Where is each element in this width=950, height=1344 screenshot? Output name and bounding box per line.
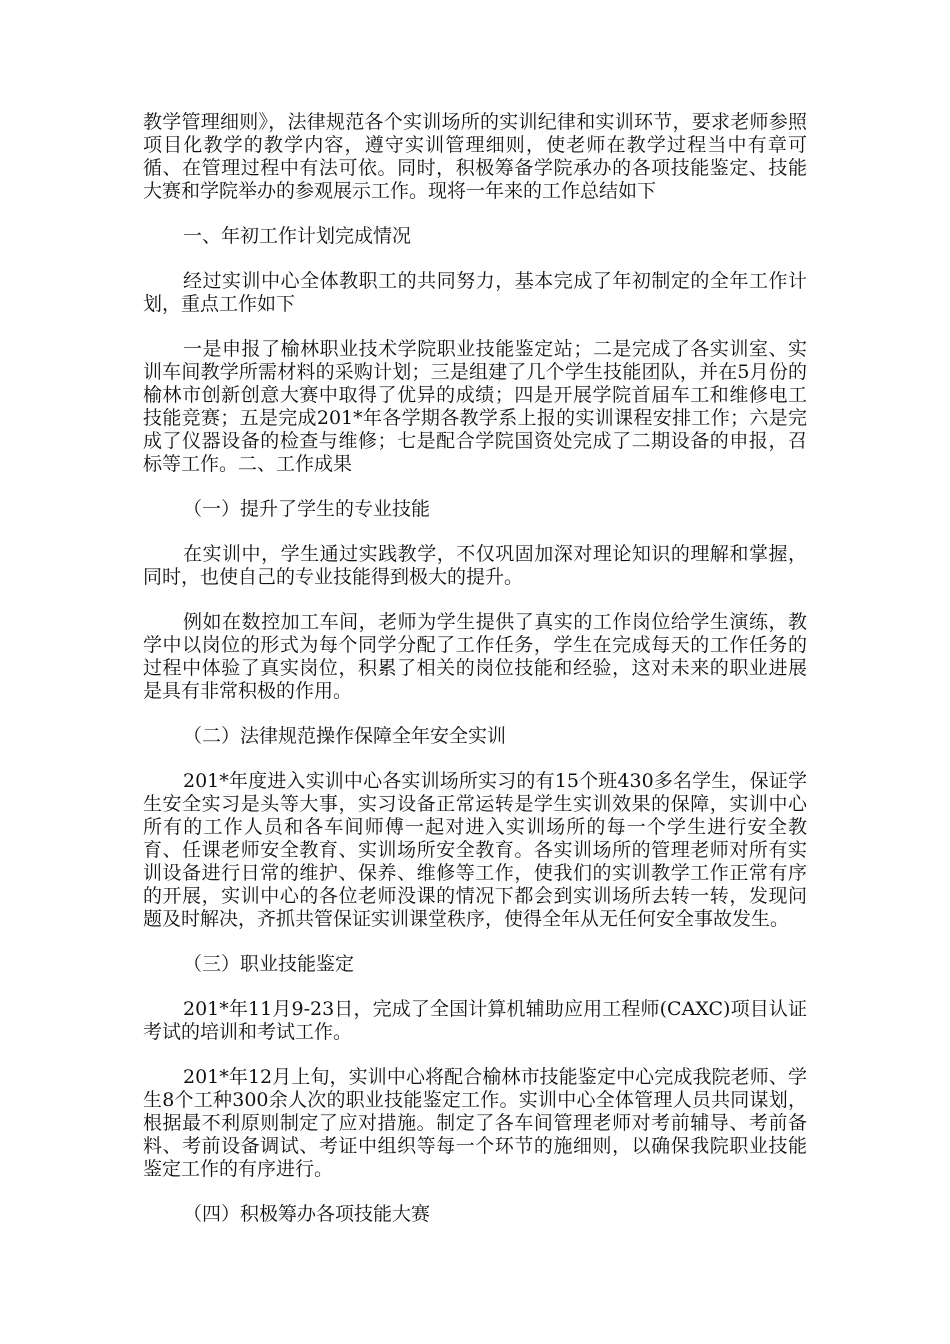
paragraph-caxc: 201*年11月9-23日，完成了全国计算机辅助应用工程师(CAXC)项目认证考试的培训和考试工作。 bbox=[143, 998, 807, 1043]
paragraph-plan-summary: 经过实训中心全体教职工的共同努力，基本完成了年初制定的全年工作计划，重点工作如下 bbox=[143, 270, 807, 315]
section-heading-1: 一、年初工作计划完成情况 bbox=[183, 225, 412, 247]
paragraph-cnc-example: 例如在数控加工车间，老师为学生提供了真实的工作岗位给学生演练，教学中以岗位的形式为每个同学分配了工作任务，学生在完成每天的工作任务的过程中体验了真实岗位，积累了相关的岗位技能和经验，这对未来的职业进展是具有非常积极的作用。 bbox=[143, 611, 807, 702]
section-heading-4: （三）职业技能鉴定 bbox=[183, 953, 355, 975]
paragraph-skills: 在实训中，学生通过实践教学，不仅巩固加深对理论知识的理解和掌握，同时，也使自己的专业技能得到极大的提升。 bbox=[143, 543, 807, 588]
section-heading-2: （一）提升了学生的专业技能 bbox=[183, 498, 431, 520]
document-page bbox=[143, 111, 807, 1248]
section-heading-5: （四）积极筹办各项技能大赛 bbox=[183, 1203, 431, 1225]
paragraph-safety: 201*年度进入实训中心各实训场所实习的有15个班430多名学生，保证学生安全实习是头等大事，实习设备正常运转是学生实训效果的保障，实训中心所有的工作人员和各车间师傅一起对进入实训场所的每一个学生进行安全教育、任课老师安全教育、实训场所安全教育。各实训场所的管理老师对所有实训设备进行日常的维护、保养、维修等工作，使我们的实训教学工作正常有序的开展，实训中心的各位老师没课的情况下都会到实训场所去转一转，发现问题及时解决，齐抓共管保证实训课堂秩序，使得全年从无任何安全事故发生。 bbox=[143, 770, 807, 930]
paragraph-intro: 教学管理细则》，法律规范各个实训场所的实训纪律和实训环节，要求老师参照项目化教学的教学内容，遵守实训管理细则，使老师在教学过程当中有章可循、在管理过程中有法可依。同时，积极筹备学院承办的各项技能鉴定、技能大赛和学院举办的参观展示工作。现将一年来的工作总结如下 bbox=[143, 111, 807, 202]
paragraph-plan-items: 一是申报了榆林职业技术学院职业技能鉴定站；二是完成了各实训室、实训车间教学所需材料的采购计划；三是组建了几个学生技能团队，并在5月份的榆林市创新创意大赛中取得了优异的成绩；四是开展学院首届车工和维修电工技能竞赛；五是完成201*年各学期各教学系上报的实训课程安排工作；六是完成了仪器设备的检查与维修；七是配合学院国资处完成了二期设备的申报，召标等工作。二、工作成果 bbox=[143, 338, 807, 475]
section-heading-3: （二）法律规范操作保障全年安全实训 bbox=[183, 725, 507, 747]
paragraph-december-appraisal: 201*年12月上旬，实训中心将配合榆林市技能鉴定中心完成我院老师、学生8个工种300余人次的职业技能鉴定工作。实训中心全体管理人员共同谋划，根据最不利原则制定了应对措施。制定了各车间管理老师对考前辅导、考前备料、考前设备调试、考证中组织等每一个环节的施细则，以确保我院职业技能鉴定工作的有序进行。 bbox=[143, 1066, 807, 1180]
